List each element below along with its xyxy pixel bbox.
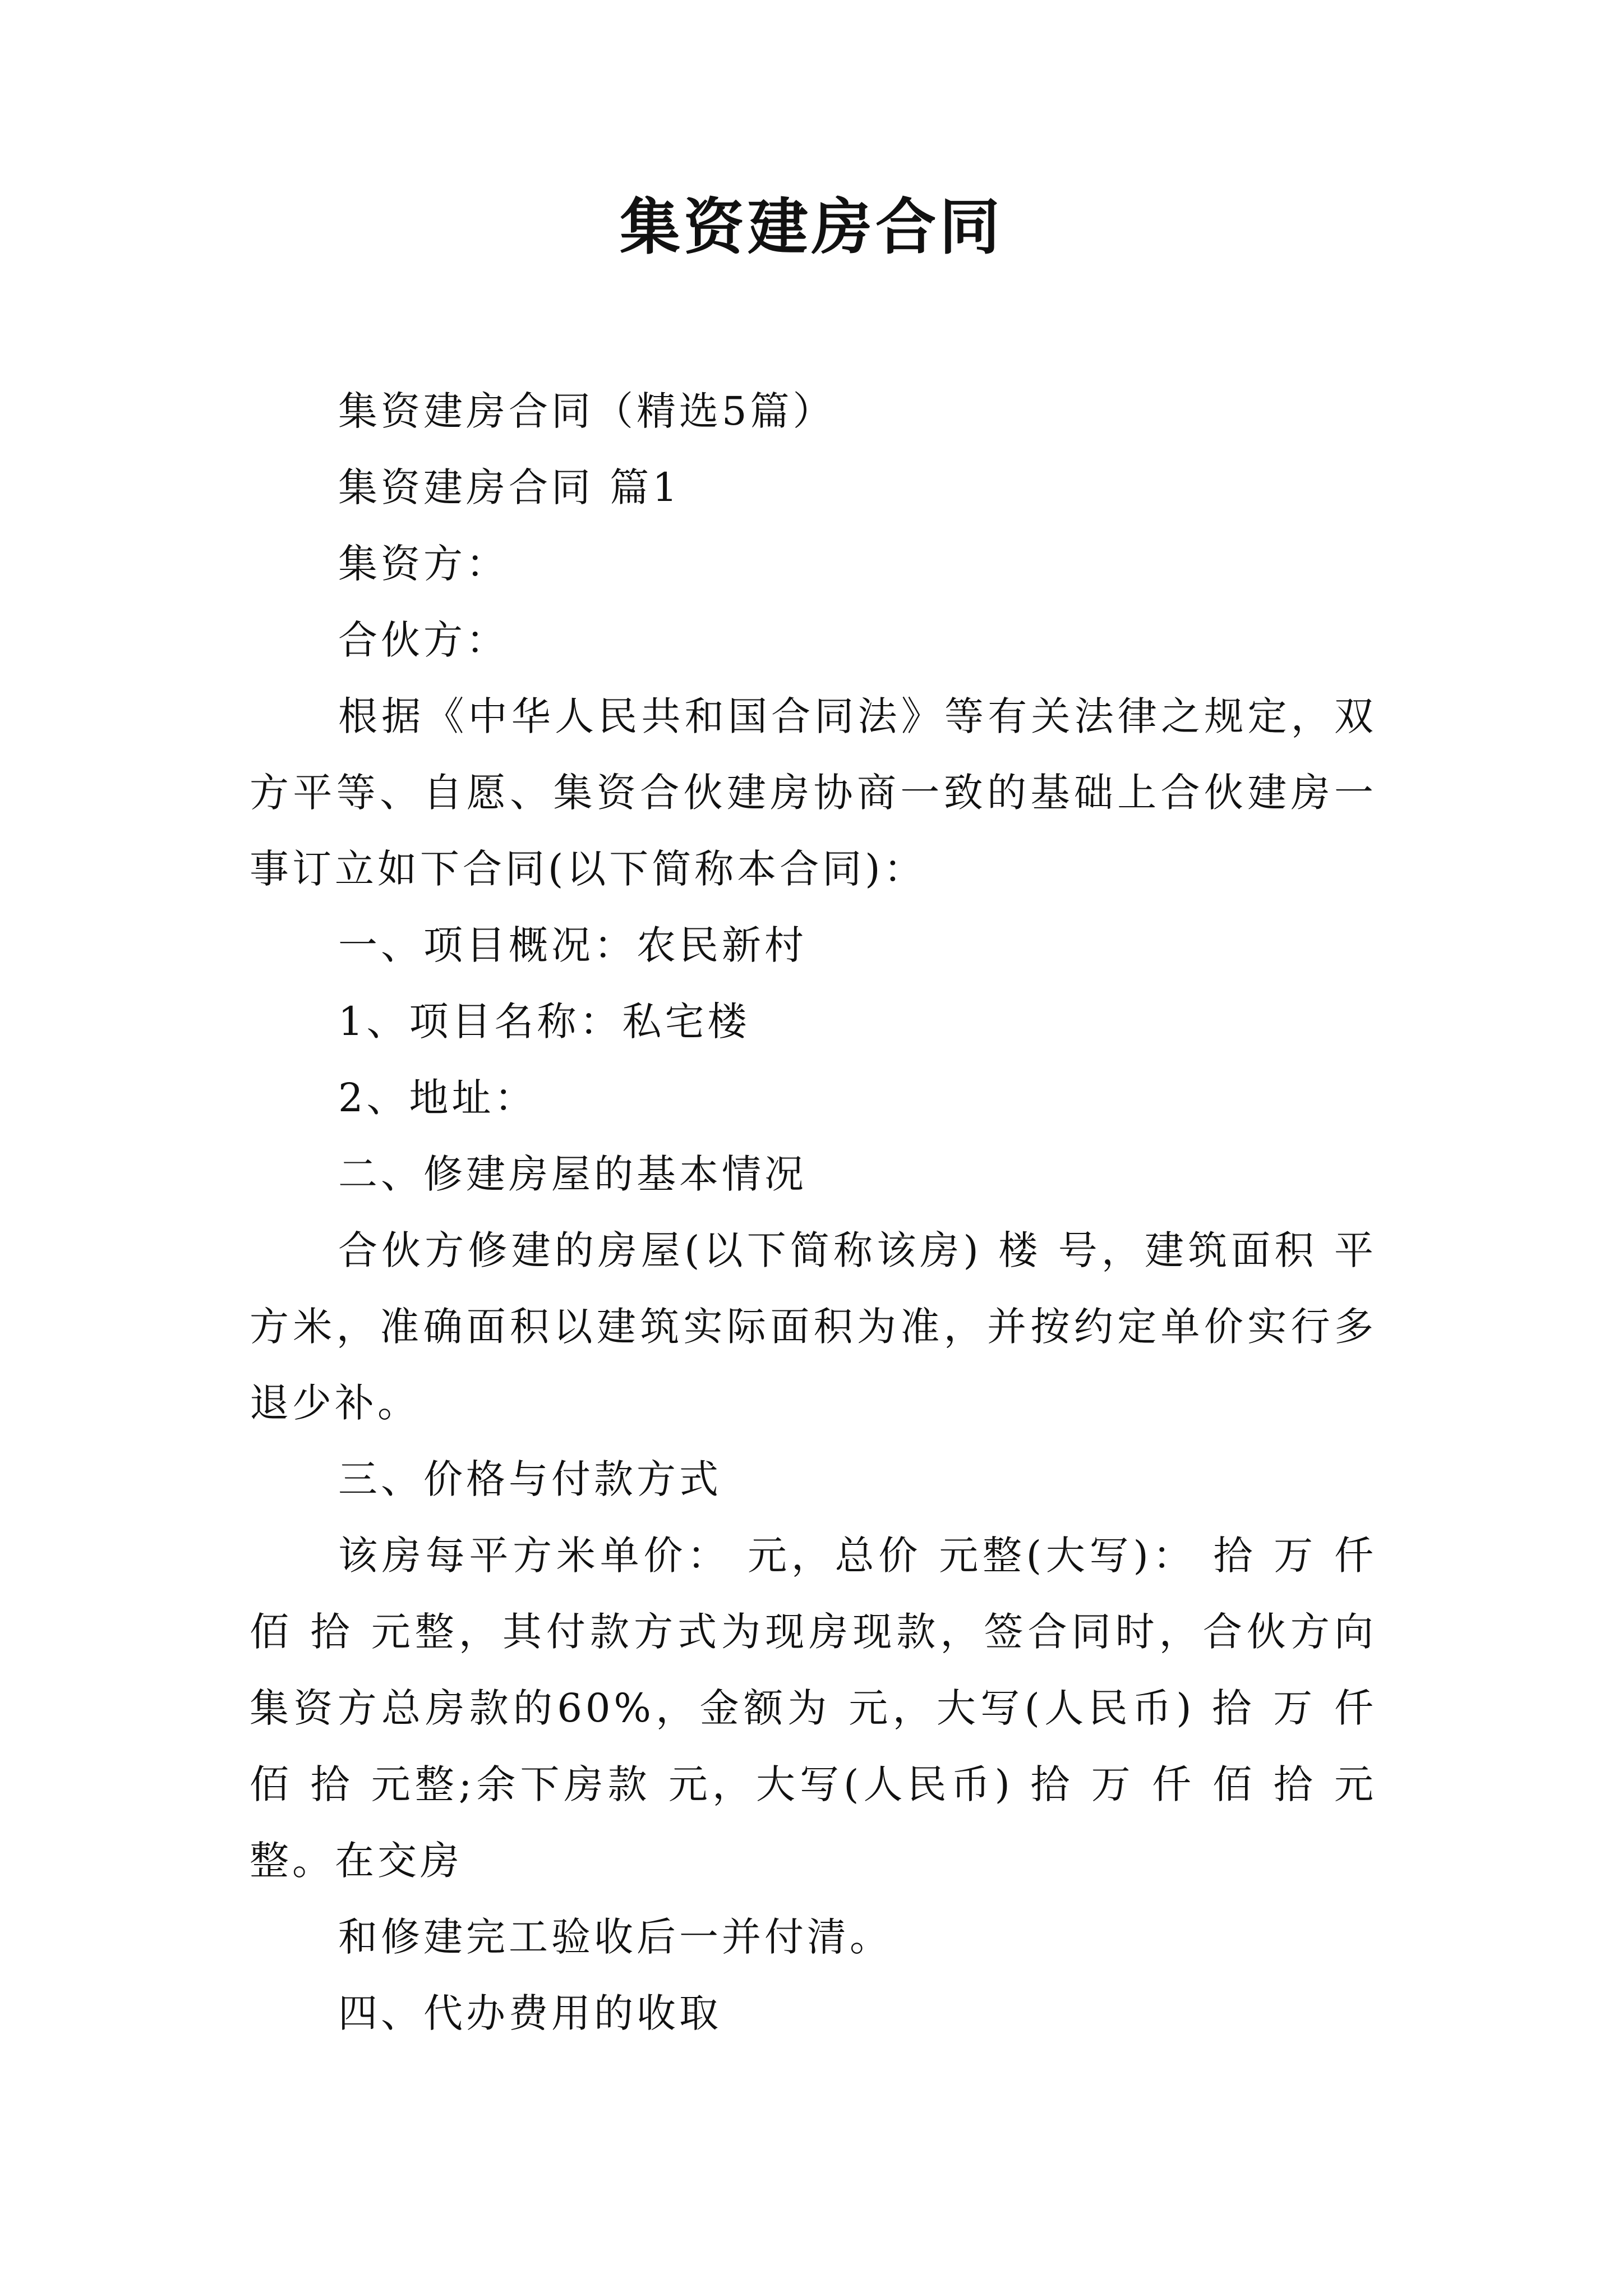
paragraph-section-heading: 集资建房合同 篇1 [338,464,681,510]
paragraph-party-a: 集资方： [338,541,509,587]
paragraph-clause-4-heading: 四、代办费用的收取 [338,1990,722,2036]
paragraph-collection-title: 集资建房合同（精选5篇） [338,388,836,434]
paragraph-clause-3-heading: 三、价格与付款方式 [338,1456,722,1502]
paragraph-clause-1-heading: 一、项目概况：农民新村 [338,922,807,968]
document-title: 集资建房合同 [619,192,1003,263]
paragraph-project-name: 1、项目名称：私宅楼 [338,999,750,1045]
paragraph-payment-terms: 该房每平方米单价： 元，总价 元整(大写)： 拾 万 仟 佰 拾 元整，其付款方式为现房现款，签合同时，合伙方向集资方总房款的60%，金额为 元，大写(人民币) 拾 万 仟 佰 拾 元整;余下房款 元，大写(人民币) 拾 万 仟 佰 拾 元整。在交房 [250,1533,1377,1884]
paragraph-address: 2、地址： [338,1075,537,1121]
paragraph-building-info: 合伙方修建的房屋(以下简称该房) 楼 号，建筑面积 平方米，准确面积以建筑实际面积为准，并按约定单价实行多退少补。 [250,1227,1377,1426]
paragraph-payment-completion: 和修建完工验收后一并付清。 [338,1914,892,1960]
document-body [250,373,1377,2051]
paragraph-party-b: 合伙方： [338,617,509,663]
paragraph-clause-2-heading: 二、修建房屋的基本情况 [338,1151,807,1197]
paragraph-preamble: 根据《中华人民共和国合同法》等有关法律之规定，双方平等、自愿、集资合伙建房协商一致的基础上合伙建房一事订立如下合同(以下简称本合同)： [250,693,1377,892]
